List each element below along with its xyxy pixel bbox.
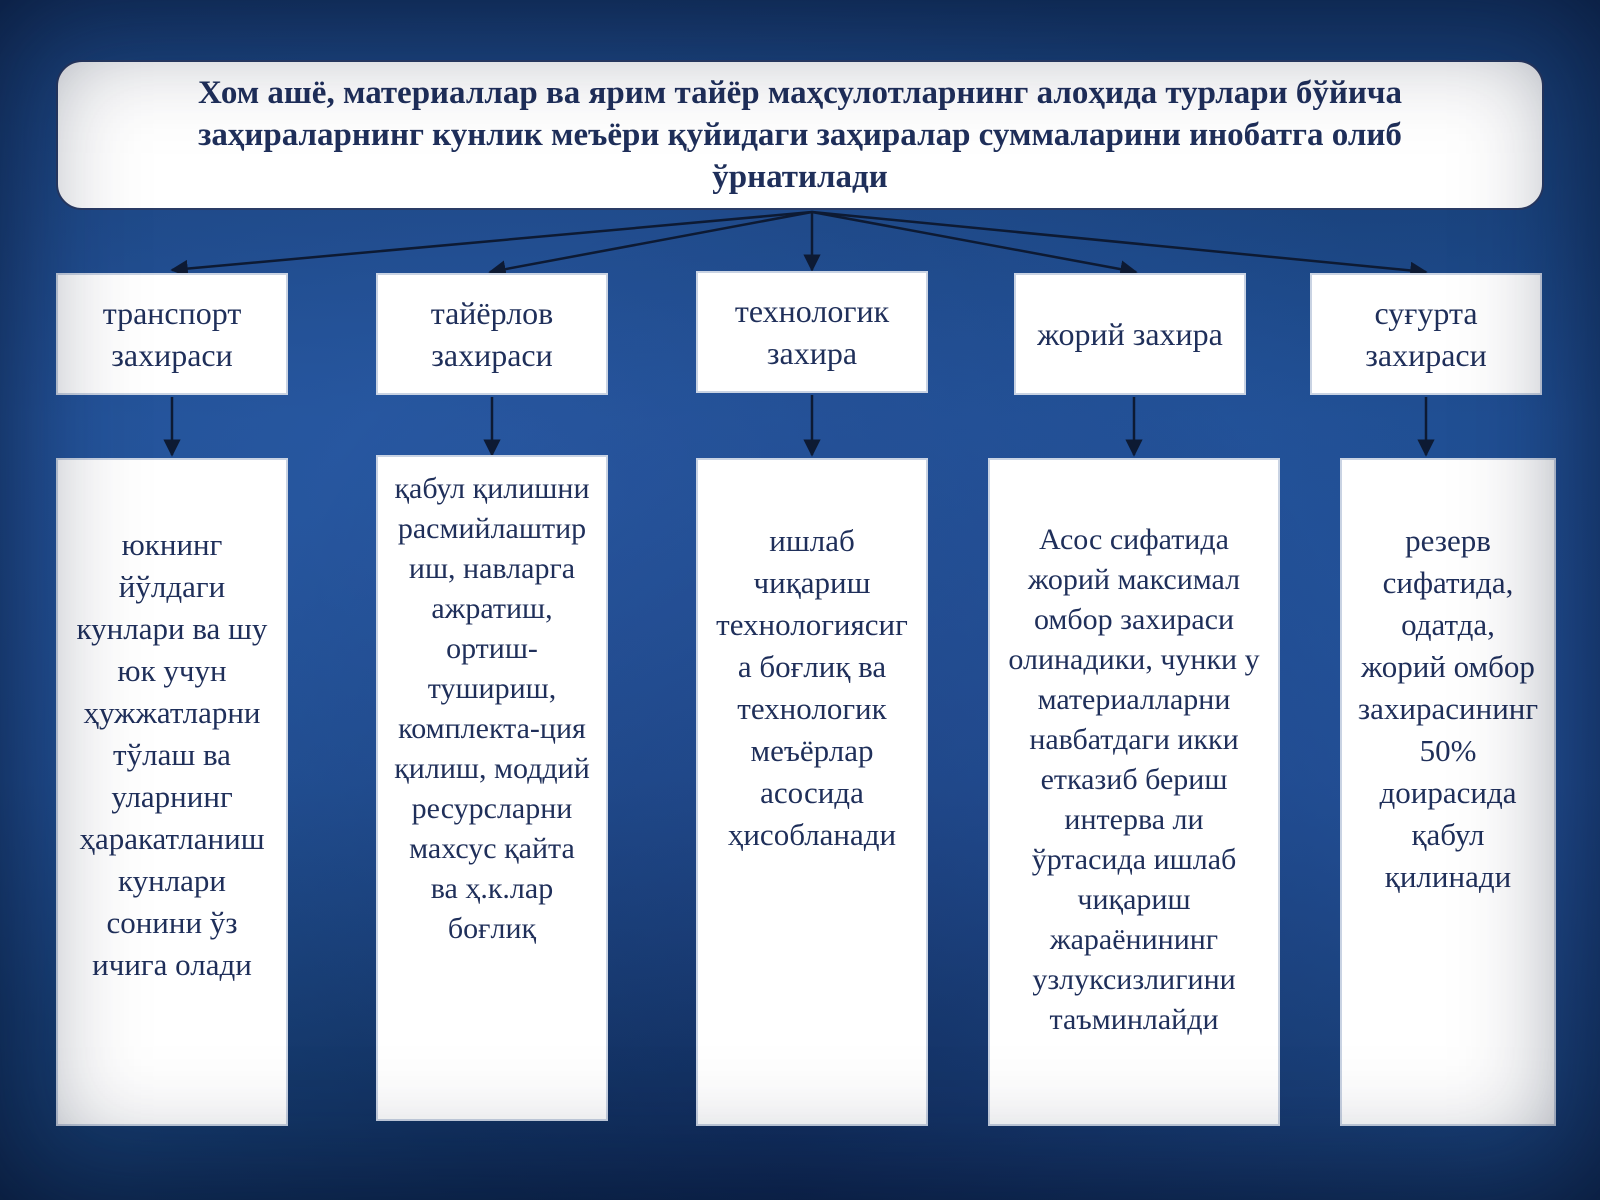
category-label: технологик захира [734,293,890,371]
category-description: юкнинг йўлдаги кунлари ва шу юк учун ҳужжатларни тўлаш ва уларнинг ҳаракатланиш кунлари сонини ўз ичига олади [76,527,268,982]
arrow-title-to-transport [172,212,812,270]
category-box-tehnologik [696,271,928,393]
category-description: ишлаб чиқариш технологиясига боғлиқ ва технологик меъёрлар асосида ҳисобланади [716,523,908,852]
category-description: резерв сифатида, одатда, жорий омбор захирасининг 50% доирасида қабул қилинади [1357,523,1539,894]
arrow-title-to-sugurta [812,212,1426,272]
category-label: тайёрлов захираси [430,295,554,373]
description-box-zhoriy [988,458,1280,1126]
description-box-taiyorlov [376,455,608,1121]
category-box-taiyorlov [376,273,608,395]
category-label: суғурта захираси [1365,295,1487,373]
title-text: Хом ашё, материаллар ва ярим тайёр маҳсулотларнинг алоҳида турлари бўйича заҳираларнинг кунлик меъёри қуйидаги заҳиралар суммаларини инобатга олиб ўрнатилади [198,75,1402,195]
description-box-transport [56,458,288,1126]
category-label: жорий захира [1037,316,1223,352]
category-label: транспорт захираси [102,295,242,373]
category-box-sugurta [1310,273,1542,395]
arrow-title-to-zhoriy [812,212,1136,272]
category-description: Асос сифатида жорий максимал омбор захираси олинадики, чунки у материалларни навбатдаги икки етказиб бериш интерва ли ўртасида ишлаб чиқариш жараёнининг узлуксизлигини таъминлайди [1008,523,1260,1036]
category-box-transport [56,273,288,395]
arrow-title-to-taiyorlov [490,212,812,272]
description-box-tehnologik [696,458,928,1126]
description-box-sugurta [1340,458,1556,1126]
title-box [56,60,1544,210]
category-description: қабул қилишни расмийлаштириш, навларга ажратиш, ортиш-тушириш, комплекта-ция қилиш, моддий ресурсларни махсус қайта ва ҳ.к.лар боғлиқ [394,472,590,945]
category-box-zhoriy [1014,273,1246,395]
